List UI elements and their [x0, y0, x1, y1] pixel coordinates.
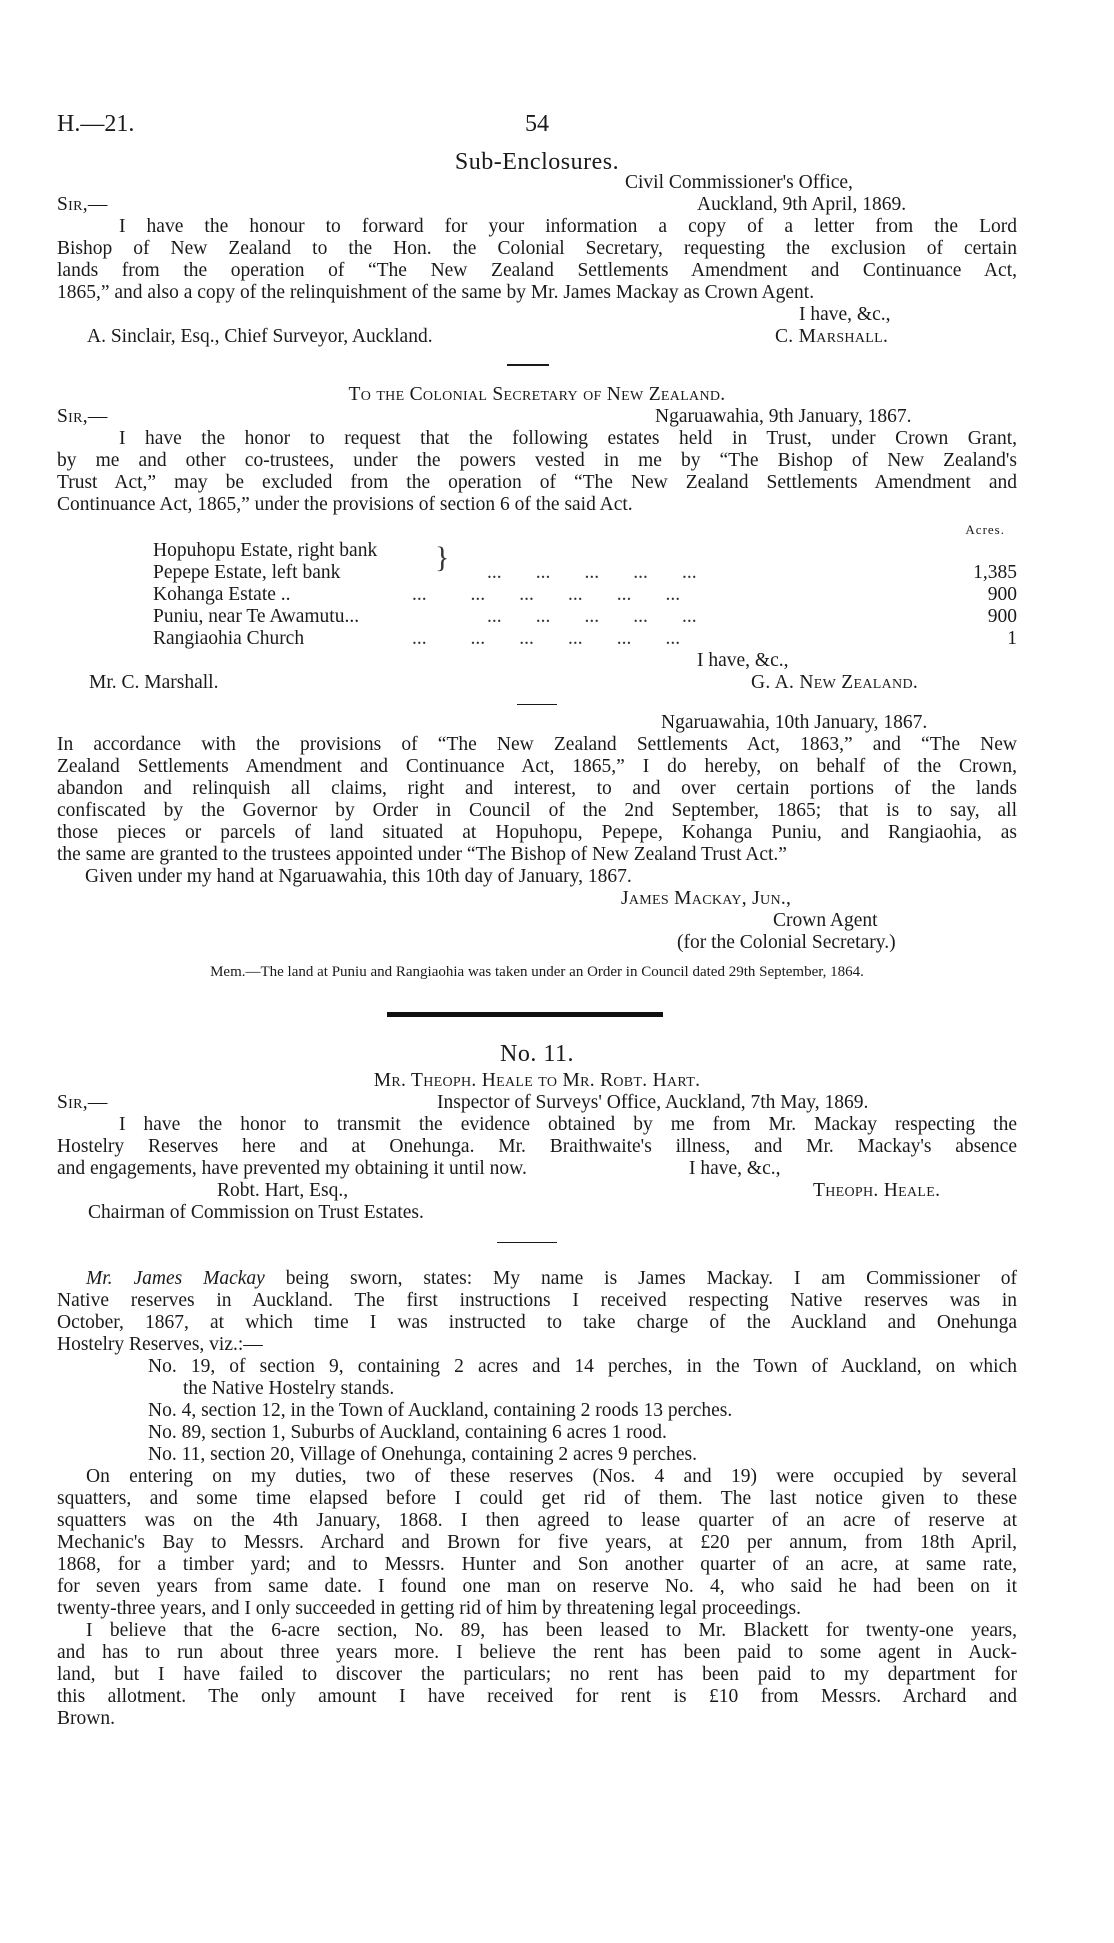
- body-line: the same are granted to the trustees appointed under “The Bishop of New Zealand Trust Act.”: [57, 844, 787, 865]
- closing: I have, &c.,: [689, 1158, 781, 1179]
- body-line: 1868, for a timber yard; and to Messrs. Hunter and Son another quarter of an acre, at same rate,: [57, 1554, 1017, 1575]
- body-line: confiscated by the Governor by Order in Council of the 2nd September, 1865; that is to say, all: [57, 800, 1017, 821]
- body-line: On entering on my duties, two of these reserves (Nos. 4 and 19) were occupied by several: [86, 1466, 1017, 1487]
- body-line: by me and other co-trustees, under the powers vested in me by “The Bishop of New Zealand's: [57, 450, 1017, 471]
- body-line: Zealand Settlements Amendment and Continuance Act, 1865,” I do hereby, on behalf of the Crown,: [57, 756, 1017, 777]
- letter-address: Ngaruawahia, 9th January, 1867.: [655, 406, 912, 427]
- body-line: Brown.: [57, 1708, 115, 1729]
- brace: }: [435, 541, 450, 574]
- letter-heading: To the Colonial Secretary of New Zealand.: [348, 384, 726, 405]
- list-item: No. 4, section 12, in the Town of Auckland, containing 2 roods 13 perches.: [148, 1400, 733, 1421]
- divider: [507, 364, 549, 366]
- body-line: Bishop of New Zealand to the Hon. the Colonial Secretary, requesting the exclusion of certain: [57, 238, 1017, 259]
- body-line: Hostelry Reserves here and at Onehunga. Mr. Braithwaite's illness, and Mr. Mackay's absence: [57, 1136, 1017, 1157]
- page-number: 54: [525, 111, 549, 137]
- body-line: abandon and relinquish all claims, right and interest, to and over certain portions of the lands: [57, 778, 1017, 799]
- signature: G. A. New Zealand.: [751, 672, 919, 693]
- signature-title: Crown Agent: [773, 910, 878, 931]
- list-item: No. 89, section 1, Suburbs of Auckland, containing 6 acres 1 rood.: [148, 1422, 667, 1443]
- estate-acres: 900: [987, 584, 1017, 605]
- divider: [517, 704, 557, 705]
- addressee-title: Chairman of Commission on Trust Estates.: [88, 1202, 424, 1223]
- memorandum: Mem.—The land at Puniu and Rangiaohia was taken under an Order in Council dated 29th September, 1864.: [210, 964, 864, 980]
- body-line: land, but I have failed to discover the particulars; no rent has been paid to my department for: [57, 1664, 1017, 1685]
- body-line: this allotment. The only amount I have received for rent is £10 from Messrs. Archard and: [57, 1686, 1017, 1707]
- table-row: [57, 628, 1017, 650]
- leader-dots: ... ... ... ... ...: [487, 562, 697, 583]
- acres-column-header: Acres.: [965, 522, 1005, 537]
- letter-address: Inspector of Surveys' Office, Auckland, 7th May, 1869.: [437, 1092, 869, 1113]
- body-line: Trust Act,” may be excluded from the operation of “The New Zealand Settlements Amendment and: [57, 472, 1017, 493]
- body-line: twenty-three years, and I only succeeded in getting rid of him by threatening legal proceedings.: [57, 1598, 801, 1619]
- list-item-continuation: the Native Hostelry stands.: [183, 1378, 395, 1399]
- addressee: Robt. Hart, Esq.,: [217, 1180, 349, 1201]
- document-reference: H.—21.: [57, 111, 135, 137]
- estate-name: Puniu, near Te Awamutu...: [153, 606, 360, 627]
- addressee: Mr. C. Marshall.: [89, 672, 219, 693]
- table-row: [57, 606, 1017, 628]
- divider: [497, 1242, 557, 1243]
- signature-name: James Mackay, Jun.,: [621, 888, 792, 909]
- body-line: Continuance Act, 1865,” under the provisions of section 6 of the said Act.: [57, 494, 633, 515]
- salutation: Sir,—: [57, 194, 108, 215]
- section-divider: [387, 1012, 663, 1017]
- body-line: and engagements, have prevented my obtaining it until now.: [57, 1158, 527, 1179]
- body-line: Native reserves in Auckland. The first instructions I received respecting Native reserves was in: [57, 1290, 1017, 1311]
- salutation: Sir,—: [57, 406, 108, 427]
- estate-acres: 1: [1007, 628, 1017, 649]
- estate-name: Rangiaohia Church: [153, 628, 305, 649]
- body-line: those pieces or parcels of land situated at Hopuhopu, Pepepe, Kohanga Puniu, and Rangiaohia, as: [57, 822, 1017, 843]
- table-row: [57, 562, 1017, 584]
- addressee: A. Sinclair, Esq., Chief Surveyor, Auckland.: [87, 326, 433, 347]
- leader-dots: ... ... ... ... ... ...: [412, 584, 681, 605]
- leader-dots: ... ... ... ... ... ...: [412, 628, 681, 649]
- page-content: [57, 0, 1017, 1943]
- signature-for: (for the Colonial Secretary.): [677, 932, 896, 953]
- relinquishment-address: Ngaruawahia, 10th January, 1867.: [661, 712, 928, 733]
- witness-name: Mr. James Mackay: [86, 1268, 265, 1289]
- section-title-no-11: No. 11.: [500, 1041, 574, 1067]
- body-line: squatters, and some time elapsed before I could get rid of them. The last notice given to these: [57, 1488, 1017, 1509]
- table-row: [57, 540, 1017, 562]
- section-subtitle: Mr. Theoph. Heale to Mr. Robt. Hart.: [373, 1070, 701, 1091]
- body-line: I have the honor to transmit the evidence obtained by me from Mr. Mackay respecting the: [119, 1114, 1017, 1135]
- estate-acres: 900: [987, 606, 1017, 627]
- list-item: No. 19, of section 9, containing 2 acres and 14 perches, in the Town of Auckland, on which: [148, 1356, 1017, 1377]
- table-row: [57, 584, 1017, 606]
- closing: I have, &c.,: [697, 650, 789, 671]
- body-line: and has to run about three years more. I believe the rent has been paid to some agent in Auck-: [57, 1642, 1017, 1663]
- estate-name: Pepepe Estate, left bank: [153, 562, 341, 583]
- body-line: lands from the operation of “The New Zealand Settlements Amendment and Continuance Act,: [57, 260, 1017, 281]
- closing: I have, &c.,: [799, 304, 891, 325]
- body-line: In accordance with the provisions of “The New Zealand Settlements Act, 1863,” and “The New: [57, 734, 1017, 755]
- estate-name: Hopuhopu Estate, right bank: [153, 540, 378, 561]
- salutation: Sir,—: [57, 1092, 108, 1113]
- estate-acres: 1,385: [973, 562, 1017, 583]
- given-under-hand: Given under my hand at Ngaruawahia, this 10th day of January, 1867.: [85, 866, 632, 887]
- signature: Theoph. Heale.: [813, 1180, 941, 1201]
- body-line: Mechanic's Bay to Messrs. Archard and Brown for five years, at £20 per annum, from 18th April,: [57, 1532, 1017, 1553]
- leader-dots: ... ... ... ... ...: [487, 606, 697, 627]
- body-text: being sworn, states: My name is James Mackay. I am Commissioner of: [264, 1268, 1017, 1289]
- estate-name: Kohanga Estate ..: [153, 584, 291, 605]
- body-line: Hostelry Reserves, viz.:—: [57, 1334, 263, 1355]
- body-line: squatters was on the 4th January, 1868. I then agreed to lease quarter of an acre of reserve at: [57, 1510, 1017, 1531]
- signature: C. Marshall.: [775, 326, 889, 347]
- body-line: for seven years from same date. I found one man on reserve No. 4, who said he had been on it: [57, 1576, 1017, 1597]
- list-item: No. 11, section 20, Village of Onehunga, containing 2 acres 9 perches.: [148, 1444, 698, 1465]
- body-line: I believe that the 6-acre section, No. 89, has been leased to Mr. Blackett for twenty-one years,: [86, 1620, 1017, 1641]
- body-line: I have the honour to forward for your information a copy of a letter from the Lord: [119, 216, 1017, 237]
- body-line: I have the honor to request that the following estates held in Trust, under Crown Grant,: [119, 428, 1017, 449]
- body-line: October, 1867, at which time I was instructed to take charge of the Auckland and Onehunga: [57, 1312, 1017, 1333]
- section-title-sub-enclosures: Sub-Enclosures.: [454, 149, 620, 175]
- sender-address-line-1: Civil Commissioner's Office,: [625, 172, 853, 193]
- sender-address-line-2: Auckland, 9th April, 1869.: [697, 194, 907, 215]
- body-line: 1865,” and also a copy of the relinquishment of the same by Mr. James Mackay as Crown Agent.: [57, 282, 815, 303]
- evidence-first-line: [86, 1268, 1017, 1290]
